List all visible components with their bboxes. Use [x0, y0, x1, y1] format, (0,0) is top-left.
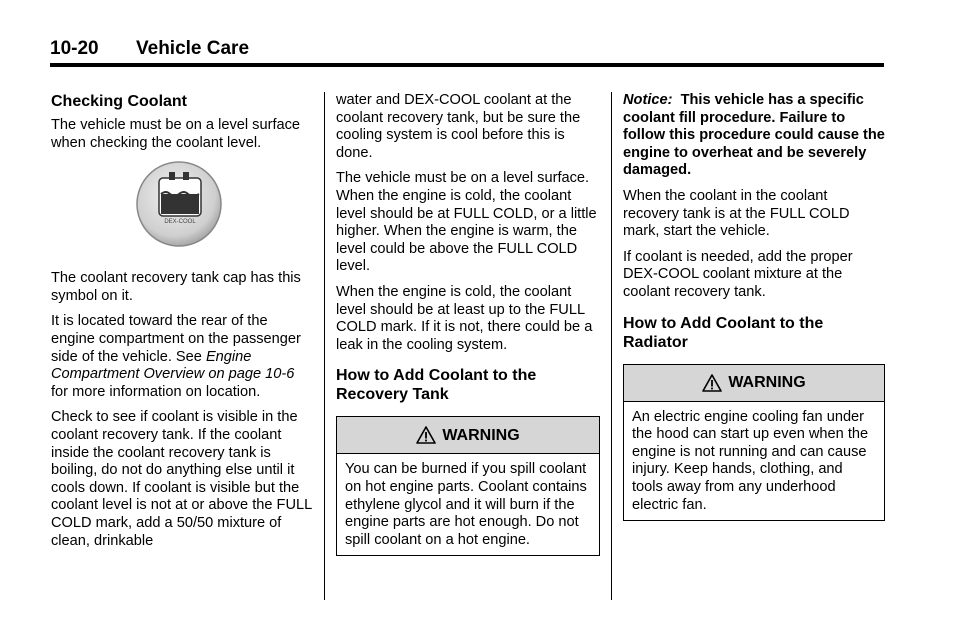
page-number: 10-20: [50, 38, 99, 59]
recovery-tank-heading: How to Add Coolant to the Recovery Tank: [336, 367, 537, 404]
paragraph: When the coolant in the coolant recovery tank is at the FULL COLD mark, start the vehicle.: [623, 187, 850, 240]
paragraph: [51, 313, 313, 401]
paragraph: The coolant recovery tank cap has this symbol on it.: [51, 270, 301, 304]
warning-header: [337, 417, 599, 454]
paragraph: Check to see if coolant is visible in the coolant recovery tank. If the coolant inside the coolant recovery tank is boiling, do not do anything else until it cools down. If coolant is visible but the coolant level is not at or above the FULL COLD mark, add a 50/50 mixture of clean, drinkable: [51, 409, 312, 549]
column-1: [51, 92, 313, 558]
warning-text: An electric engine cooling fan under the hood can start up even when the engine is not running and can cause injury. Keep hands, clothing, and tools away from any underhood electric fan.: [632, 408, 869, 513]
column-2: [336, 92, 600, 564]
paragraph: The vehicle must be on a level surface when checking the coolant level.: [51, 117, 301, 151]
section-title: Vehicle Care: [136, 38, 250, 59]
paragraph: The vehicle must be on a level surface. When the engine is cold, the coolant level should be at FULL COLD, or a little higher. When the engine is warm, the level could be above the FULL COLD level.: [336, 170, 597, 275]
warning-title: WARNING: [728, 373, 806, 391]
coolant-cap-symbol: [51, 160, 313, 262]
column-divider: [324, 92, 325, 600]
warning-header: [624, 365, 884, 402]
notice-text: This vehicle has a specific coolant fill procedure. Failure to follow this procedure could cause the engine to overheat and be severely damaged.: [623, 92, 885, 179]
column-divider: [611, 92, 612, 600]
paragraph: When the engine is cold, the coolant level should be at least up to the FULL COLD mark. If it is not, there could be a leak in the cooling system.: [336, 283, 593, 353]
warning-body: [624, 402, 884, 521]
warning-title: WARNING: [442, 426, 520, 444]
warning-body: [337, 454, 599, 555]
cross-reference-link[interactable]: Engine Compartment Overview on page 10-6: [51, 348, 295, 383]
warning-box: [336, 416, 600, 556]
text: for more information on location.: [51, 383, 261, 400]
paragraph: If coolant is needed, add the proper DEX-COOL coolant mixture at the coolant recovery tank.: [623, 248, 853, 300]
icon-label: DEX-COOL: [164, 219, 196, 226]
warning-box: [623, 364, 885, 522]
notice-paragraph: [623, 92, 885, 180]
warning-triangle-icon: [702, 374, 722, 392]
notice-label: Notice:: [623, 92, 673, 108]
header-rule: [50, 63, 884, 67]
checking-coolant-heading: Checking Coolant: [51, 93, 188, 110]
text: It is located toward the rear of the engine compartment on the passenger side of the vehicle. See: [51, 313, 301, 365]
page-header: [50, 38, 884, 64]
warning-text: You can be burned if you spill coolant on hot engine parts. Coolant contains ethylene glycol and it will burn if the engine parts are hot enough. Do not spill coolant on a hot engine.: [345, 461, 587, 548]
coolant-cap-icon: [51, 160, 313, 262]
paragraph: water and DEX-COOL coolant at the coolant recovery tank, but be sure the cooling system is cool before this is done.: [336, 92, 581, 161]
column-3: [623, 92, 885, 529]
radiator-heading: How to Add Coolant to the Radiator: [623, 314, 824, 351]
warning-triangle-icon: [416, 426, 436, 444]
